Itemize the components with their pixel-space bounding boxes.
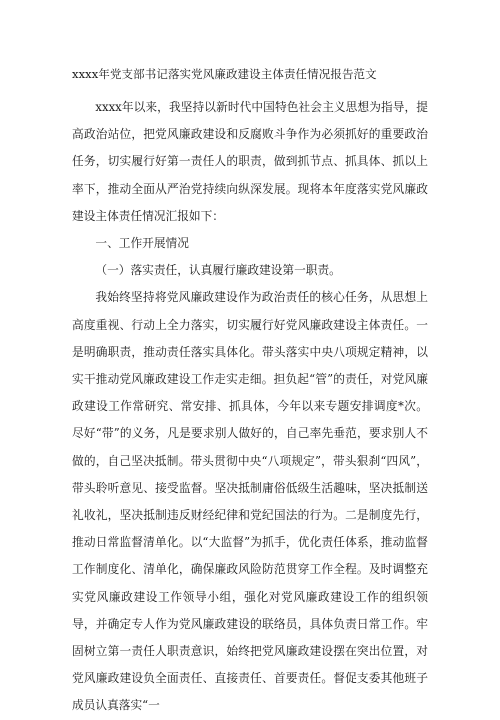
body-paragraph: 我始终坚持将党风廉政建设作为政治责任的核心任务，从思想上高度重视、行动上全力落实，切实履行好党风廉政建设主体责任。一是明确职责，推动责任落实具体化。带头落实中央八项规定精神，以实干推动党风廉政建设工作走实走细。担负起“管”的责任，对党风廉政建设工作常研究、常安排、抓具体，今年以来专题安排调度*次。尽好“带”的义务，凡是要求别人做好的，自己率先垂范，要求别人不做的，自己坚决抵制。带头贯彻中央“八项规定”，带头狠刹“四风”，带头聆听意见、接受监督。坚决抵制庸俗低级生活趣味，坚决抵制送礼收礼，坚决抵制违反财经纪律和党纪国法的行为。二是制度先行，推动日常监督清单化。以“大监督”为抓手，优化责任体系，推动监督工作制度化、清单化，确保廉政风险防范贯穿工作全程。及时调整充实党风廉政建设工作领导小组，强化对党风廉政建设工作的组织领导，并确定专人作为党风廉政建设的联络员，具体负责日常工作。牢固树立第一责任人职责意识，始终把党风廉政建设摆在突出位置，对党风廉政建设负全面责任、直接责任、首要责任。督促支委其他班子成员认真落实“一 [72,290,428,713]
document-body [72,94,428,720]
subsection-heading: （一）落实责任，认真履行廉政建设第一职责。 [95,263,341,278]
document-title: xxxx年党支部书记落实党风廉政建设主体责任情况报告范文 [72,67,377,81]
section-heading: 一、工作开展情况 [95,236,189,251]
intro-paragraph: xxxx年以来，我坚持以新时代中国特色社会主义思想为指导，提高政治站位，把党风廉政建设和反腐败斗争作为必须抓好的重要政治任务，切实履行好第一责任人的职责，做到抓节点、抓具体、抓以上率下，推动全面从严治党持续向纵深发展。现将本年度落实党风廉政建设主体责任情况汇报如下： [72,100,428,223]
